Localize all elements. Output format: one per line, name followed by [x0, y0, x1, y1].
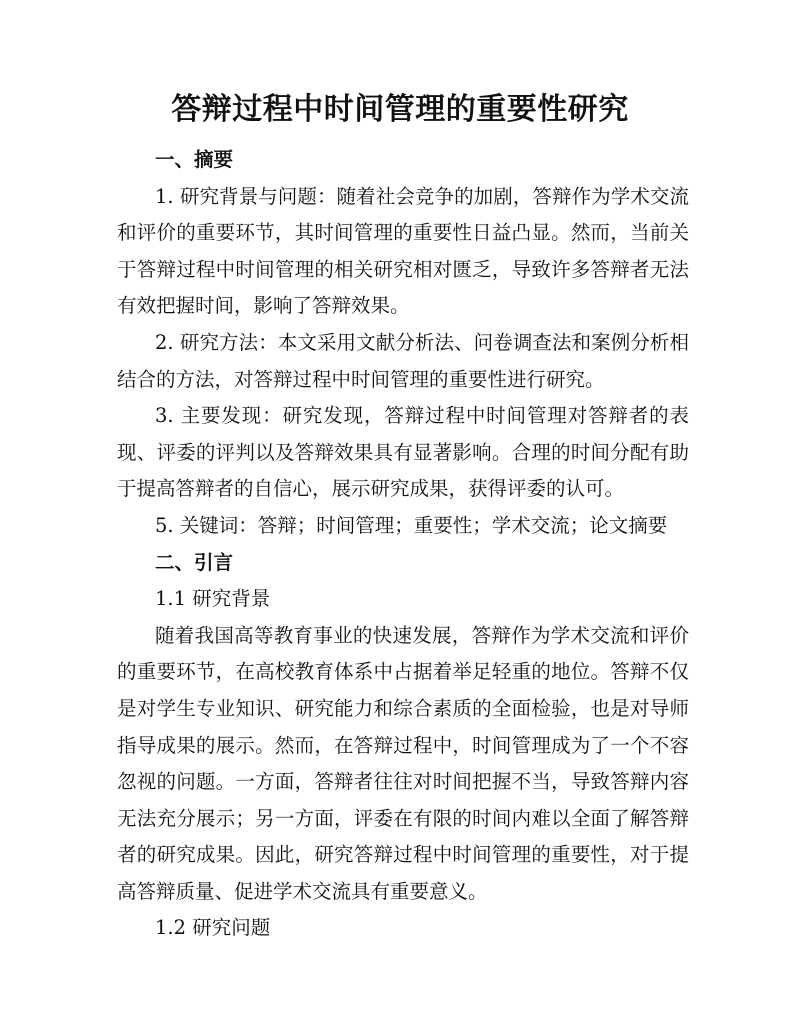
section-heading-introduction: 二、引言 [155, 550, 234, 574]
paragraph-research-background: 随着我国高等教育事业的快速发展，答辩作为学术交流和评价的重要环节，在高校教育体系中占据着举足轻重的地位。答辩不仅是对学生专业知识、研究能力和综合素质的全面检验，也是对导师指导成果的展示。然而，在答辩过程中，时间管理成为了一个不容忽视的问题。一方面，答辩者往往对时间把握不当，导致答辩内容无法充分展示；另一方面，评委在有限的时间内难以全面了解答辩者的研究成果。因此，研究答辩过程中时间管理的重要性，对于提高答辩质量、促进学术交流具有重要意义。 [117, 623, 689, 903]
paragraph-background: 1. 研究背景与问题：随着社会竞争的加剧，答辩作为学术交流和评价的重要环节，其时间管理的重要性日益凸显。然而，当前关于答辩过程中时间管理的相关研究相对匮乏，导致许多答辩者无法有效把握时间，影响了答辩效果。 [117, 184, 689, 318]
subheading-research-questions: 1.2 研究问题 [155, 916, 271, 940]
paragraph-methods: 2. 研究方法：本文采用文献分析法、问卷调查法和案例分析相结合的方法，对答辩过程中时间管理的重要性进行研究。 [117, 330, 689, 391]
document-title: 答辩过程中时间管理的重要性研究 [171, 92, 629, 127]
section-heading-abstract: 一、摘要 [155, 148, 234, 171]
document-body [117, 142, 689, 947]
subheading-research-background: 1.1 研究背景 [155, 587, 271, 611]
paragraph-findings: 3. 主要发现：研究发现，答辩过程中时间管理对答辩者的表现、评委的评判以及答辩效果具有显著影响。合理的时间分配有助于提高答辩者的自信心，展示研究成果，获得评委的认可。 [117, 404, 689, 501]
paragraph-keywords: 5. 关键词：答辩；时间管理；重要性；学术交流；论文摘要 [155, 513, 668, 537]
